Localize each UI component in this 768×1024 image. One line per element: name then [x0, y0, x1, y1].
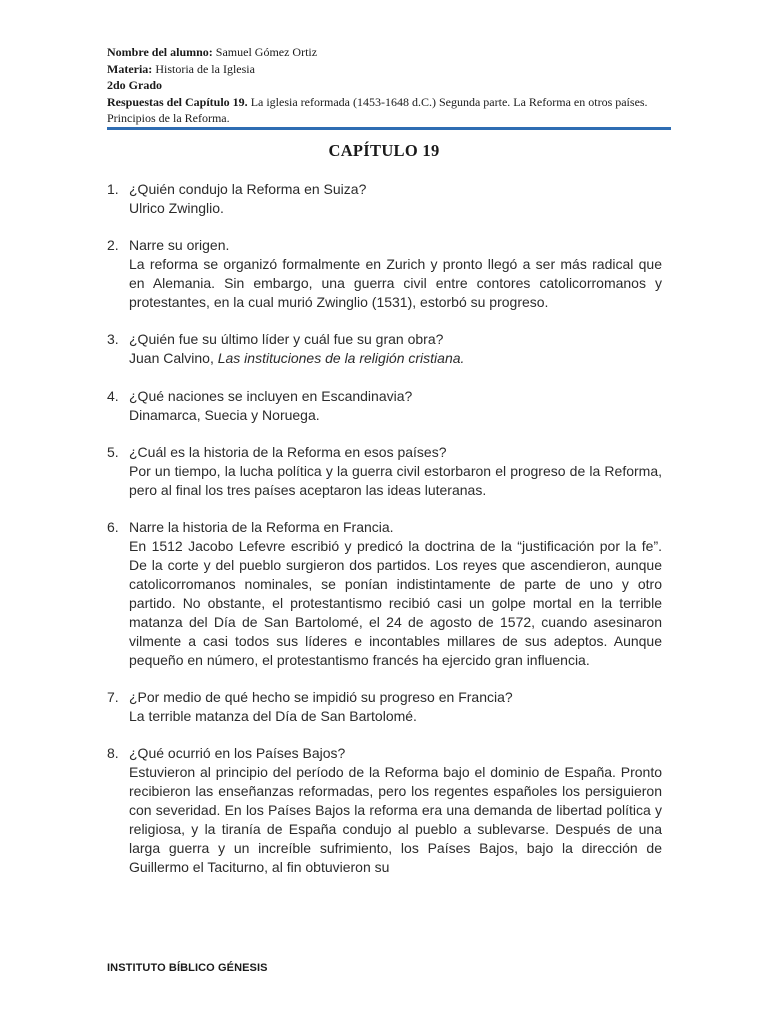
answer-text: La reforma se organizó formalmente en Zurich y pronto llegó a ser más radical que en Alemania. Sin embargo, una guerra civil entre contores catolicorromanos y protestantes, en la cual murió Zwinglio (1531), estorbó su progreso. [129, 256, 662, 311]
question-text: ¿Qué ocurrió en los Países Bajos? [129, 745, 346, 762]
answer-text: Dinamarca, Suecia y Noruega. [129, 406, 320, 423]
question-item-6 [107, 518, 662, 669]
grade-label: 2do Grado [107, 78, 163, 92]
student-name: Samuel Gómez Ortiz [215, 45, 318, 59]
grade-line [107, 77, 667, 94]
chapter-title: CAPÍTULO 19 [328, 141, 440, 160]
question-number: 5. [107, 444, 119, 461]
question-number: 6. [107, 519, 119, 536]
question-text: ¿Quién fue su último líder y cuál fue su gran obra? [129, 331, 444, 348]
answer-text: En 1512 Jacobo Lefevre escribió y predicó la doctrina de la “justificación por la fe”. De la corte y del pueblo surgieron dos partidos. Los reyes que ascendieron, aunque catolicorromanos nominales, se ponían indistintamente de parte de uno y otro partido. No obstante, el protestantismo recibió casi un golpe mortal en la terrible matanza del Día de San Bartolomé, el 24 de agosto de 1572, cuando asesinaron vilmente a casi todos sus líderes e incontables millares de sus adeptos. Aunque pequeño en número, el protestantismo francés ha ejercido gran influencia. [129, 538, 662, 668]
question-list [107, 180, 662, 895]
question-text: ¿Quién condujo la Reforma en Suiza? [129, 181, 367, 197]
document-header [107, 44, 667, 127]
question-item-3 [107, 330, 662, 368]
header-divider [107, 127, 671, 130]
question-number: 4. [107, 387, 119, 404]
answer-author: Juan Calvino, [129, 350, 218, 367]
question-text: ¿Por medio de qué hecho se impidió su progreso en Francia? [129, 689, 513, 706]
question-number: 2. [107, 237, 119, 254]
answer-text: Por un tiempo, la lucha política y la guerra civil estorbaron el progreso de la Reforma, pero al final los tres países aceptaron las ideas luteranas. [129, 462, 662, 498]
subject-label: Materia: [107, 61, 153, 76]
question-item-5 [107, 443, 662, 500]
subject-line [107, 61, 667, 78]
answer-text: Estuvieron al principio del período de la Reforma bajo el dominio de España. Pronto recibieron las enseñanzas reformadas, pero los regentes españoles los persiguieron con severidad. En los Países Bajos la reforma era una demanda de libertad política y religiosa, y la tiranía de España condujo al pueblo a sublevarse. Después de una larga guerra y un increíble sufrimiento, los Países Bajos, bajo la dirección de Guillermo el Taciturno, al fin obtuvieron su [129, 764, 662, 875]
answer-text [129, 349, 662, 368]
question-text: ¿Cuál es la historia de la Reforma en esos países? [129, 444, 447, 461]
question-number: 8. [107, 745, 119, 762]
question-item-7 [107, 688, 662, 726]
answer-text: La terrible matanza del Día de San Bartolomé. [129, 707, 417, 724]
subject-name: Historia de la Iglesia [155, 61, 255, 76]
question-item-8 [107, 744, 662, 876]
answers-line [107, 94, 667, 127]
question-item-4 [107, 387, 662, 425]
answers-description: La iglesia reformada (1453-1648 d.C.) Segunda parte. La Reforma en otros países. Principios de la Reforma. [107, 94, 648, 125]
answers-label: Respuestas del Capítulo 19. [107, 94, 248, 109]
question-item-1 [107, 180, 662, 218]
question-number: 3. [107, 331, 119, 348]
question-text: Narre la historia de la Reforma en Francia. [129, 519, 394, 536]
student-line [107, 44, 667, 61]
question-text: ¿Qué naciones se incluyen en Escandinavia? [129, 387, 413, 404]
answer-book-title: Las instituciones de la religión cristiana. [217, 350, 465, 367]
question-number: 1. [107, 181, 119, 197]
question-text: Narre su origen. [129, 237, 230, 254]
answer-text: Ulrico Zwinglio. [129, 199, 224, 216]
question-number: 7. [107, 689, 119, 706]
institution-footer: INSTITUTO BÍBLICO GÉNESIS [107, 962, 268, 974]
question-item-2 [107, 236, 662, 312]
student-label: Nombre del alumno: [107, 45, 213, 59]
